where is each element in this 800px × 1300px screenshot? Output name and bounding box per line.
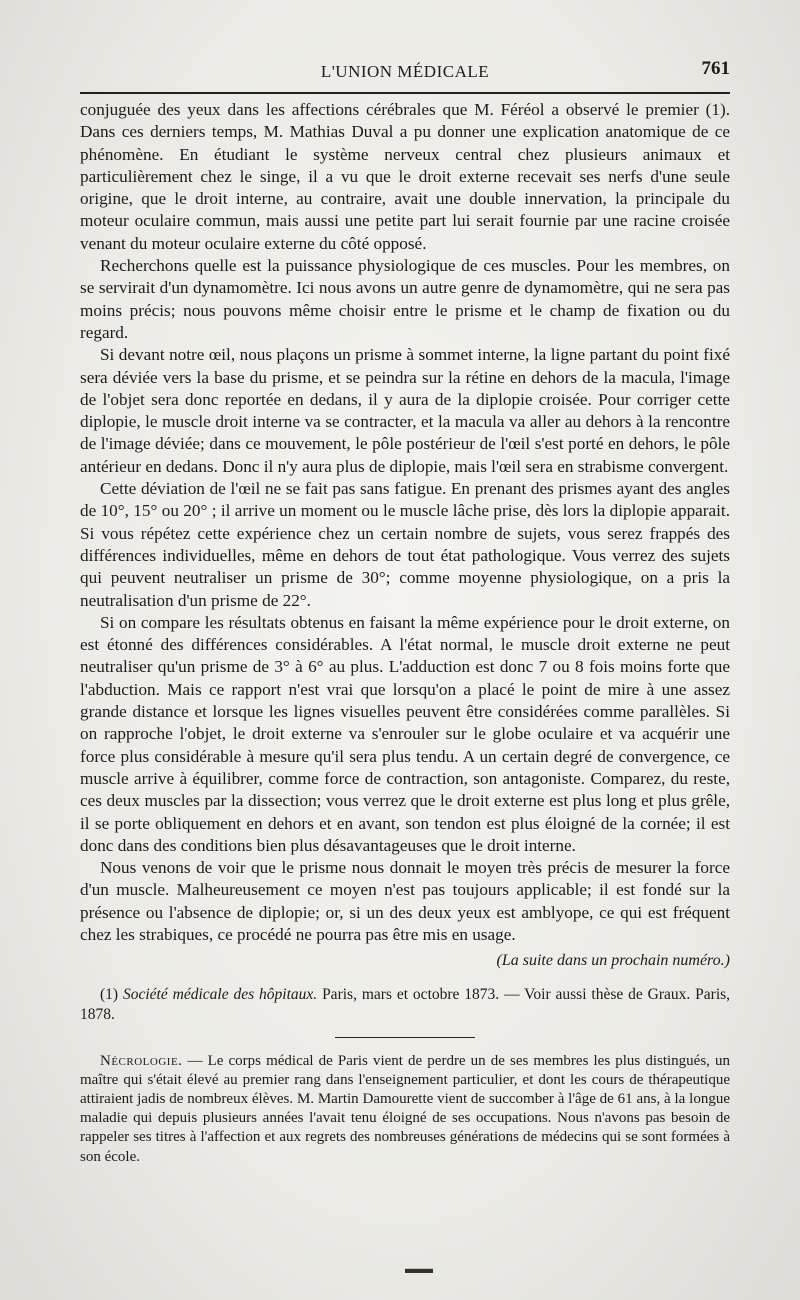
- article-body: [80, 99, 730, 1167]
- paragraph: Si devant notre œil, nous plaçons un prisme à sommet interne, la ligne partant du point fixé sera déviée vers la base du prisme, et se peindra sur la rétine en dehors de la macula, l'image de l'objet sera donc reportée en dedans, il y aura de la diplopie croisée. Pour corriger cette diplopie, le muscle droit interne va se contracter, et la macula va aller au dehors à la rencontre de l'image déviée; dans ce mouvement, le pôle postérieur de l'œil s'est porté en dehors, le pôle antérieur en dedans. Donc il n'y aura plus de diplopie, mais l'œil sera en strabisme convergent.: [80, 345, 730, 476]
- footnote-marker: (1): [100, 985, 119, 1003]
- printer-ornament: ▬▬: [405, 1262, 433, 1277]
- obituary: [80, 1052, 730, 1167]
- paragraph: Recherchons quelle est la puissance physiologique de ces muscles. Pour les membres, on se servirait d'un dynamomètre. Ici nous avons un autre genre de dynamomètre, qui ne sera pas moins précis; nous pouvons même choisir entre le prisme et le champ de fixation ou du regard.: [80, 256, 730, 342]
- obituary-text: — Le corps médical de Paris vient de perdre un de ses membres les plus distingués, un maître qui s'était élevé au premier rang dans l'enseignement particulier, et dont les cours de thérapeutique attiraient jadis de nombreux élèves. M. Martin Damourette vient de succomber à l'âge de 61 ans, à la longue maladie qui depuis plusieurs années l'avait tenu éloigné de ses occupations. Nous n'avons pas besoin de rappeler ses titres à l'affection et aux regrets des nombreuses générations de médecins qui se sont formées à son école.: [80, 1052, 730, 1165]
- paragraph: Nous venons de voir que le prisme nous donnait le moyen très précis de mesurer la force d'un muscle. Malheureusement ce moyen n'est pas toujours applicable; il est fondé sur la présence ou l'absence de diplopie; or, si un des deux yeux est amblyope, ce qui est fréquent chez les strabiques, ce procédé ne pourra pas être mis en usage.: [80, 858, 730, 944]
- paragraph: conjuguée des yeux dans les affections cérébrales que M. Féréol a observé le premier (1). Dans ces derniers temps, M. Mathias Duval a pu donner une explication anatomique de ce phénomène. En étudiant le système nerveux central chez plusieurs animaux et particulièrement chez le singe, il a vu que le droit externe recevait ses nerfs d'une seule origine, que le droit interne, au contraire, avait une double innervation, la principale du moteur oculaire commun, mais aussi une petite part lui serait fournie par une racine croisée venant du moteur oculaire externe du côté opposé.: [80, 100, 730, 253]
- header-rule: [80, 92, 730, 94]
- running-head: [80, 58, 730, 88]
- footnote-text: Paris, mars et octobre 1873. — Voir aussi thèse de Graux. Paris, 1878.: [80, 985, 731, 1023]
- paragraph: Cette déviation de l'œil ne se fait pas sans fatigue. En prenant des prismes ayant des angles de 10°, 15° ou 20° ; il arrive un moment ou le muscle lâche prise, dès lors la diplopie apparait. Si vous répétez cette expérience chez un certain nombre de sujets, vous serez frappés des différences individuelles, même en dehors de tout état pathologique. Vous verrez des sujets qui peuvent neutraliser un prisme de 30°; comme moyenne physiologique, on a pris la neutralisation d'un prisme de 22°.: [80, 479, 730, 610]
- obituary-heading: Nécrologie.: [100, 1052, 183, 1069]
- page-number: 761: [701, 58, 730, 79]
- footnote: [80, 985, 730, 1025]
- footnote-source: Société médicale des hôpitaux.: [122, 985, 318, 1003]
- section-separator: [335, 1037, 475, 1038]
- journal-title: L'UNION MÉDICALE: [320, 62, 490, 81]
- continuation-note: (La suite dans un prochain numéro.): [496, 952, 730, 970]
- paragraph: Si on compare les résultats obtenus en faisant la même expérience pour le droit externe, on est étonné des différences considérables. A l'état normal, le muscle droit externe ne peut neutraliser qu'un prisme de 3° à 6° au plus. L'adduction est donc 7 ou 8 fois moins forte que l'abduction. Mais ce rapport n'est vrai que lorsqu'on a placé le point de mire à une assez grande distance et lorsque les lignes visuelles peuvent être considérées comme parallèles. Si on rapproche l'objet, le droit externe va s'enrouler sur le globe oculaire et va acquérir une force plus considérable à mesure qu'il sera plus tendu. A un certain degré de convergence, ce muscle arrive à équilibrer, comme force de contraction, son antagoniste. Comparez, du reste, ces deux muscles par la dissection; vous verrez que le droit externe est plus long et plus grêle, il se porte obliquement en dehors et en avant, son tendon est plus éloigné de la cornée; il est donc dans des conditions bien plus désavantageuses que le droit interne.: [80, 612, 730, 855]
